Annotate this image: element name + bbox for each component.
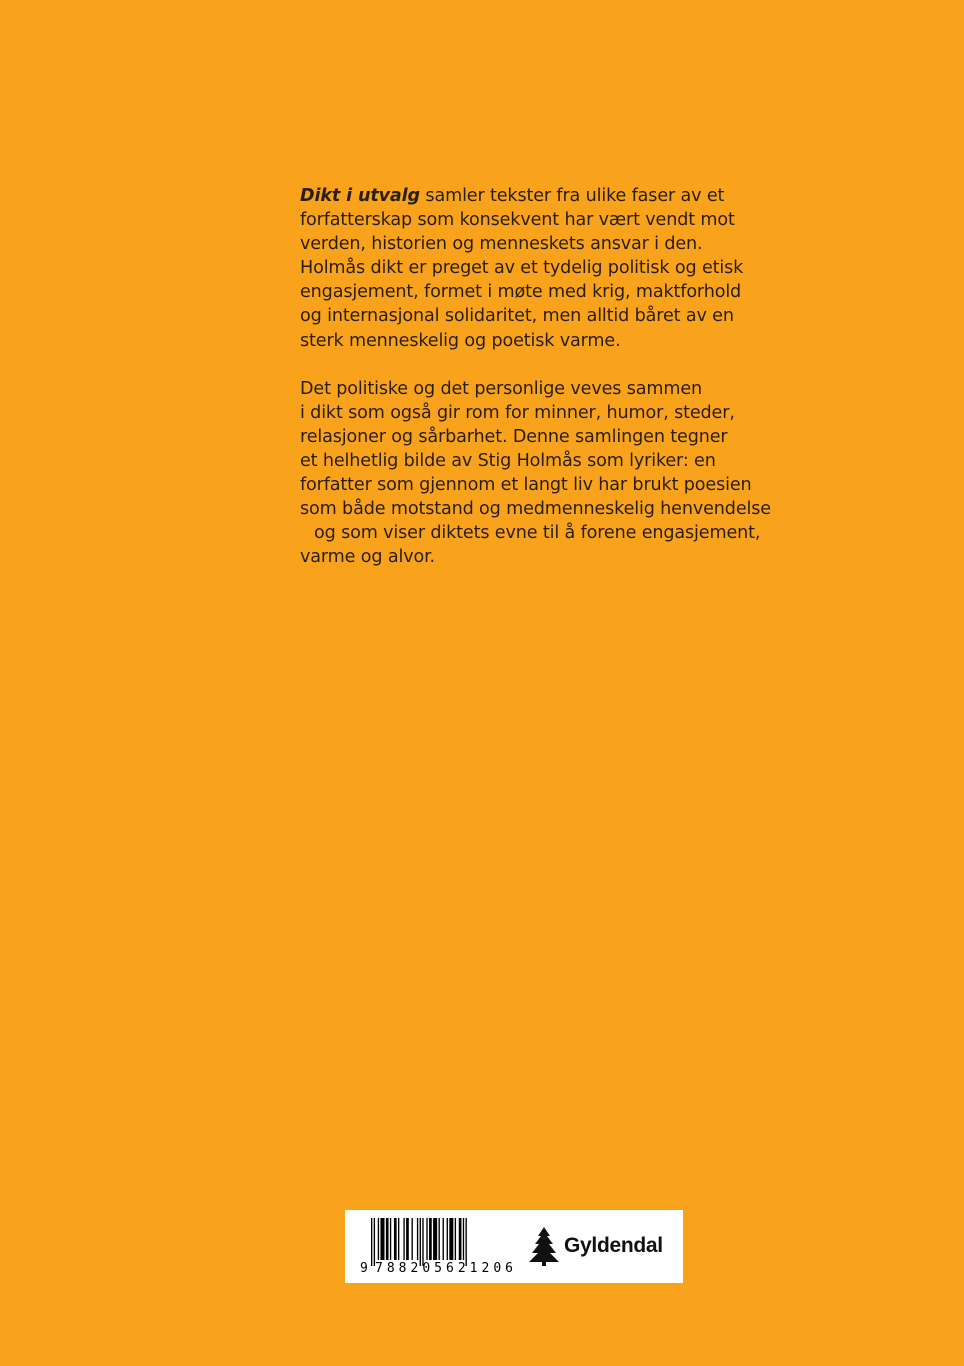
blurb-line: i dikt som også gir rom for minner, humor, steder,: [300, 402, 735, 423]
isbn-barcode: [359, 1218, 517, 1274]
barcode-bar: [380, 1218, 384, 1260]
book-title: Dikt i utvalg: [300, 186, 420, 206]
isbn-first-digit: 9: [360, 1261, 368, 1274]
barcode-bar: [371, 1218, 372, 1266]
barcode-bar: [466, 1218, 467, 1266]
barcode-bar: [406, 1218, 409, 1260]
blurb-line: engasjement, formet i møte med krig, maktforhold: [300, 282, 742, 303]
blurb-paragraph-1: [300, 184, 760, 353]
barcode-bar: [403, 1218, 404, 1260]
blurb-line: relasjoner og sårbarhet. Denne samlingen tegner: [300, 426, 728, 447]
blurb-line: og som viser diktets evne til å forene engasjement,: [314, 523, 761, 544]
blurb-line: et helhetlig bilde av Stig Holmås som lyriker: en: [300, 450, 716, 471]
blurb-line: verden, historien og menneskets ansvar i den.: [300, 234, 703, 255]
barcode-bar: [447, 1218, 448, 1260]
barcode-bar: [426, 1218, 427, 1260]
blurb-line: forfatterskap som konsekvent har vært vendt mot: [300, 210, 735, 231]
publisher-logo: [527, 1226, 663, 1266]
barcode-bar: [374, 1218, 375, 1266]
barcode-bar: [439, 1218, 440, 1260]
blurb-line: sterk menneskelig og poetisk varme.: [300, 330, 621, 351]
barcode-bar: [459, 1218, 462, 1260]
barcode-bar: [378, 1218, 379, 1260]
publisher-name: Gyldendal: [564, 1234, 663, 1257]
barcode-bar: [398, 1218, 399, 1260]
barcode-bar: [443, 1218, 444, 1260]
blurb-line: varme og alvor.: [300, 547, 436, 568]
blurb-line: og internasjonal solidaritet, men alltid båret av en: [300, 306, 734, 327]
barcode-bar: [463, 1218, 464, 1260]
blurb-line: Det politiske og det personlige veves sammen: [300, 378, 703, 399]
back-cover-blurb: [300, 184, 771, 569]
barcode-bar: [390, 1218, 391, 1260]
barcode-bar: [412, 1218, 413, 1260]
barcode-bar: [386, 1218, 389, 1260]
barcode-bar: [422, 1218, 423, 1266]
barcode-bar: [433, 1218, 437, 1260]
barcode-bar: [449, 1218, 453, 1260]
barcode-bar: [394, 1218, 397, 1260]
blurb-line-text: samler tekster fra ulike faser av et: [419, 186, 725, 206]
blurb-line: forfatter som gjennom et langt liv har brukt poesien: [300, 475, 752, 496]
blurb-line: [300, 184, 760, 208]
barcode-bar: [429, 1218, 432, 1260]
blurb-line: Holmås dikt er preget av et tydelig politisk og etisk: [300, 258, 744, 279]
blurb-line: som både motstand og medmenneskelig henvendelse: [300, 499, 771, 520]
blurb-paragraph-2: [300, 377, 771, 570]
barcode-bar: [417, 1218, 418, 1260]
barcode-publisher-box: [345, 1210, 683, 1283]
spruce-tree-icon: [527, 1226, 561, 1266]
barcode-bar: [420, 1218, 421, 1266]
paragraph-gap: [300, 353, 760, 377]
isbn-digits: 788205621206: [375, 1261, 513, 1274]
barcode-bar: [455, 1218, 456, 1260]
